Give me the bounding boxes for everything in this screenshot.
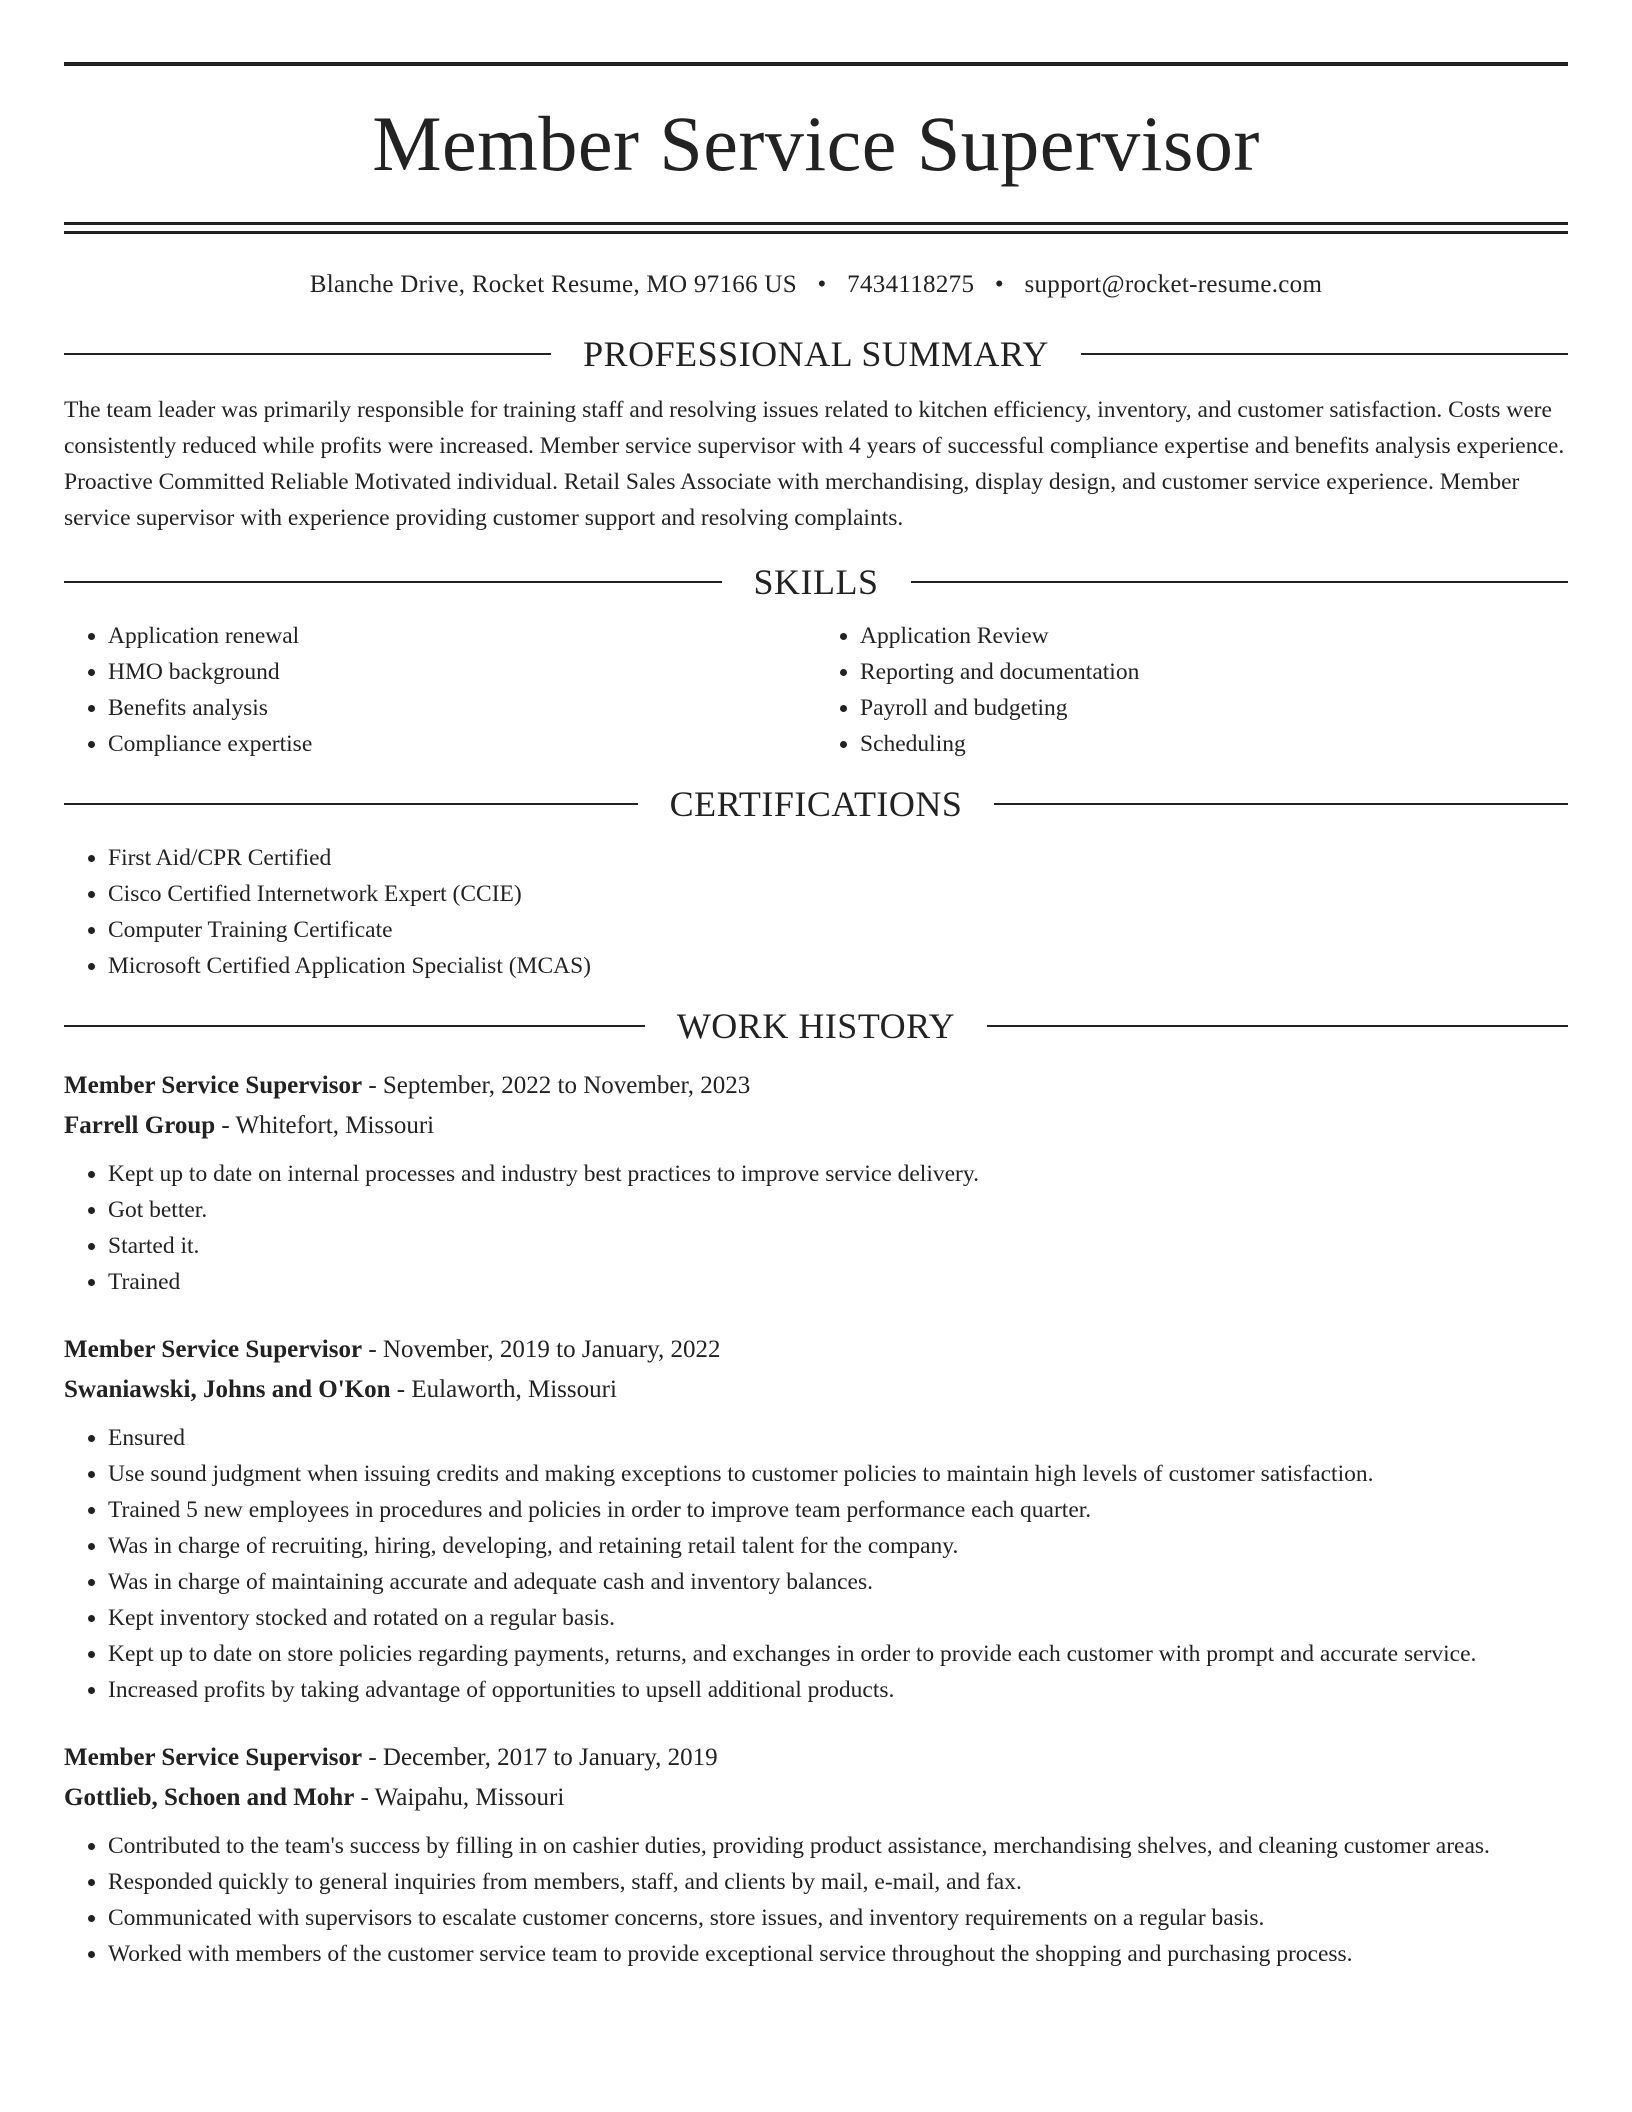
list-item: • Got better. xyxy=(108,1192,1568,1228)
skills-columns xyxy=(64,618,1568,762)
heading-rule-left xyxy=(64,803,638,805)
job-bullets xyxy=(64,1828,1568,1972)
job-location: - Waipahu, Missouri xyxy=(354,1783,565,1811)
list-item: • Computer Training Certificate xyxy=(108,912,1568,948)
job-company-line xyxy=(64,1370,1568,1410)
job-title-line xyxy=(64,1738,1568,1778)
list-item: • Was in charge of maintaining accurate and adequate cash and inventory balances. xyxy=(108,1564,1568,1600)
list-item: • Application Review xyxy=(860,618,1568,654)
section-title-skills: SKILLS xyxy=(753,561,879,602)
list-item: • First Aid/CPR Certified xyxy=(108,840,1568,876)
list-item: • Payroll and budgeting xyxy=(860,690,1568,726)
certifications-block xyxy=(64,840,1568,984)
contact-separator: • xyxy=(817,271,827,298)
contact-address: Blanche Drive, Rocket Resume, MO 97166 US xyxy=(309,271,797,298)
contact-separator: • xyxy=(994,271,1004,298)
skills-list-left xyxy=(64,618,816,762)
job-company: Farrell Group xyxy=(64,1111,216,1139)
list-item: • Compliance expertise xyxy=(108,726,816,762)
job-title: Member Service Supervisor xyxy=(64,1335,363,1363)
list-item: • Ensured xyxy=(108,1420,1568,1456)
section-heading-skills xyxy=(64,560,1568,604)
list-item: • Contributed to the team's success by filling in on cashier duties, providing product assistance, merchandising shelves, and cleaning customer areas. xyxy=(108,1828,1568,1864)
list-item: • Trained xyxy=(108,1264,1568,1300)
list-item: • Was in charge of recruiting, hiring, developing, and retaining retail talent for the company. xyxy=(108,1528,1568,1564)
list-item: • Cisco Certified Internetwork Expert (CCIE) xyxy=(108,876,1568,912)
list-item: • Scheduling xyxy=(860,726,1568,762)
list-item: • Benefits analysis xyxy=(108,690,816,726)
heading-rule-left xyxy=(64,1025,645,1027)
list-item: • Communicated with supervisors to escalate customer concerns, store issues, and inventory requirements on a regular basis. xyxy=(108,1900,1568,1936)
contact-line xyxy=(64,268,1568,302)
heading-rule-left xyxy=(64,581,722,583)
contact-email: support@rocket-resume.com xyxy=(1024,271,1323,298)
job-company: Swaniawski, Johns and O'Kon xyxy=(64,1375,391,1403)
list-item: • Application renewal xyxy=(108,618,816,654)
job-bullets xyxy=(64,1156,1568,1300)
list-item: • Use sound judgment when issuing credits and making exceptions to customer policies to maintain high levels of customer satisfaction. xyxy=(108,1456,1568,1492)
skills-list-right xyxy=(816,618,1568,762)
heading-rule-right xyxy=(987,1025,1568,1027)
job-location: - Whitefort, Missouri xyxy=(215,1111,435,1139)
title-double-rule xyxy=(64,222,1568,234)
certifications-list xyxy=(64,840,1568,984)
contact-phone: 7434118275 xyxy=(847,271,975,298)
section-heading-certifications xyxy=(64,782,1568,826)
list-item: • Started it. xyxy=(108,1228,1568,1264)
section-title-certifications: CERTIFICATIONS xyxy=(669,783,963,824)
job-title: Member Service Supervisor xyxy=(64,1743,363,1771)
summary-text: The team leader was primarily responsible for training staff and resolving issues related to kitchen efficiency, inventory, and customer satisfaction. Costs were consistently reduced while profits were increased. Member service supervisor with 4 years of successful compliance expertise and benefits analysis experience. Proactive Committed Reliable Motivated individual. Retail Sales Associate with merchandising, display design, and customer service experience. Member service supervisor with experience providing customer support and resolving complaints. xyxy=(64,397,1565,531)
job-bullets xyxy=(64,1420,1568,1708)
heading-rule-left xyxy=(64,353,551,355)
list-item: • Trained 5 new employees in procedures and policies in order to improve team performance each quarter. xyxy=(108,1492,1568,1528)
page-title: Member Service Supervisor xyxy=(372,100,1260,187)
list-item: • Kept up to date on store policies regarding payments, returns, and exchanges in order to provide each customer with prompt and accurate service. xyxy=(108,1636,1568,1672)
job-title-line xyxy=(64,1330,1568,1370)
list-item: • Kept up to date on internal processes and industry best practices to improve service delivery. xyxy=(108,1156,1568,1192)
list-item: • Kept inventory stocked and rotated on a regular basis. xyxy=(108,1600,1568,1636)
top-rule xyxy=(64,62,1568,66)
job-dates: - November, 2019 to January, 2022 xyxy=(362,1335,721,1363)
section-heading-work xyxy=(64,1004,1568,1048)
list-item: • Reporting and documentation xyxy=(860,654,1568,690)
list-item: • Responded quickly to general inquiries from members, staff, and clients by mail, e-mail, and fax. xyxy=(108,1864,1568,1900)
job-entry xyxy=(64,1330,1568,1708)
job-company-line xyxy=(64,1106,1568,1146)
section-title-summary: PROFESSIONAL SUMMARY xyxy=(583,334,1049,374)
heading-rule-right xyxy=(911,581,1569,583)
job-entry xyxy=(64,1066,1568,1300)
job-dates: - September, 2022 to November, 2023 xyxy=(362,1071,751,1099)
job-company: Gottlieb, Schoen and Mohr xyxy=(64,1783,355,1811)
heading-rule-right xyxy=(1081,353,1568,355)
heading-rule-right xyxy=(994,803,1568,805)
list-item: • HMO background xyxy=(108,654,816,690)
job-company-line xyxy=(64,1778,1568,1818)
job-title-line xyxy=(64,1066,1568,1106)
section-heading-summary xyxy=(64,332,1568,376)
section-title-work: WORK HISTORY xyxy=(676,1005,956,1046)
job-location: - Eulaworth, Missouri xyxy=(390,1375,617,1403)
list-item: • Worked with members of the customer service team to provide exceptional service throughout the shopping and purchasing process. xyxy=(108,1936,1568,1972)
job-entry xyxy=(64,1738,1568,1972)
list-item: • Increased profits by taking advantage of opportunities to upsell additional products. xyxy=(108,1672,1568,1708)
job-dates: - December, 2017 to January, 2019 xyxy=(362,1743,718,1771)
list-item: • Microsoft Certified Application Specialist (MCAS) xyxy=(108,948,1568,984)
job-title: Member Service Supervisor xyxy=(64,1071,363,1099)
